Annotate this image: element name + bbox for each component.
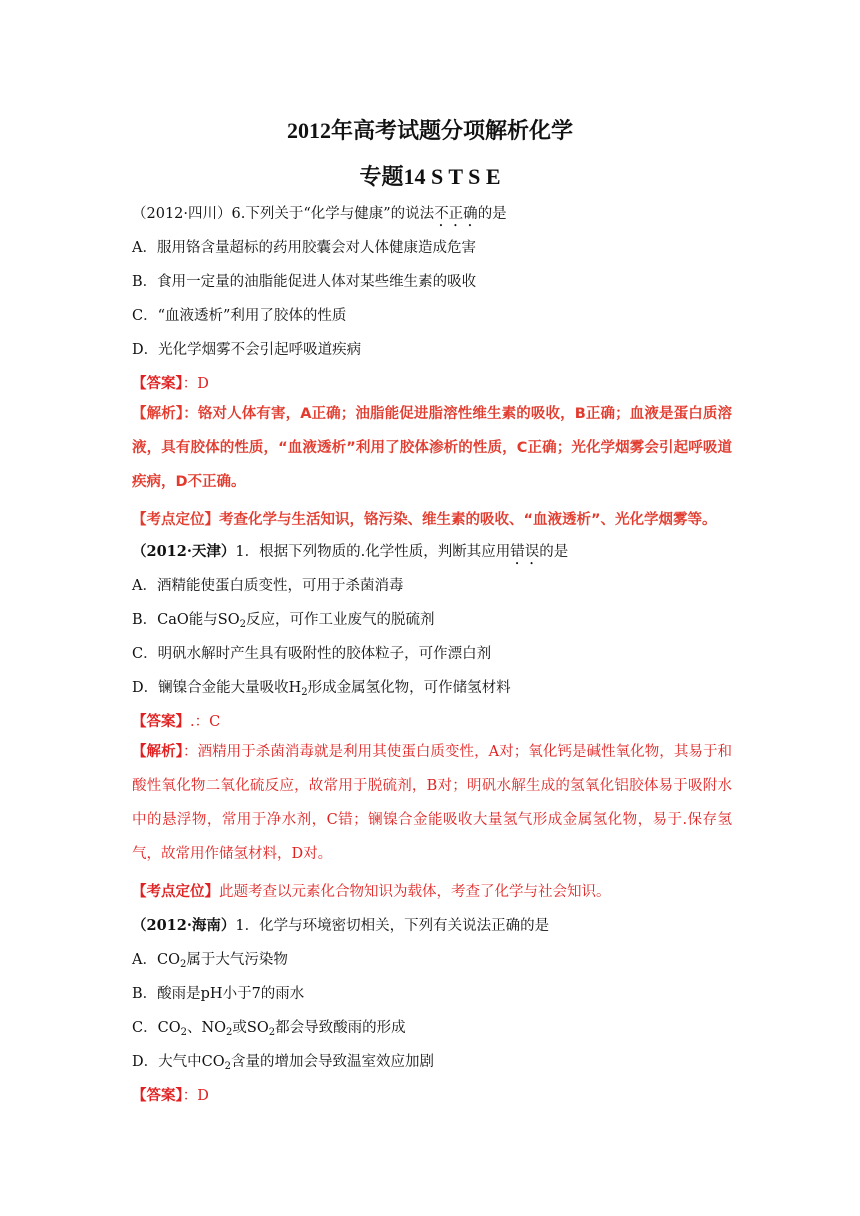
q2-source: （2012·天津）: [132, 543, 236, 560]
q3-option-b: B．酸雨是pH小于7的雨水: [132, 986, 305, 1002]
q2-option-c: C．明矾水解时产生具有吸附性的胶体粒子，可作漂白剂: [132, 646, 492, 662]
q3-option-d: D．大气中$CO_2$含量的增加会导致温室效应加剧: [132, 1054, 434, 1072]
q1-option-b: B．食用一定量的油脂能促进人体对某些维生素的吸收: [132, 274, 477, 290]
q2-answer-label: 【答案】: [132, 713, 190, 730]
q2-option-a: A．酒精能使蛋白质变性，可用于杀菌消毒: [132, 578, 404, 594]
q1-option-d: D．光化学烟雾不会引起呼吸道疾病: [132, 342, 362, 358]
q1-point: 【考点定位】考查化学与生活知识，铬污染、维生素的吸收、“血液透析”、光化学烟雾等。: [132, 512, 717, 528]
q3-stem: （2012·海南）1．化学与环境密切相关，下列有关说法正确的是: [132, 917, 550, 934]
q2-emphasis: 错误: [510, 544, 540, 560]
q2-option-d: D．镧镍合金能大量吸收$H_2$形成金属氢化物，可作储氢材料: [132, 680, 511, 698]
q1-answer-value: ：D: [182, 376, 209, 392]
q2-option-b: B．CaO能与$SO_2$反应，可作工业废气的脱硫剂: [132, 612, 435, 630]
q1-answer-label: 【答案】: [132, 375, 183, 392]
q3-answer-value: ：D: [182, 1088, 209, 1104]
q1-source: （2012·四川）: [132, 206, 232, 222]
q2-point: 【考点定位】此题考查以元素化合物知识为载体，考查了化学与社会知识。: [132, 883, 611, 900]
q3-answer-label: 【答案】: [132, 1087, 183, 1104]
q1-analysis: 【解析】：铬对人体有害，A正确；油脂能促进脂溶性维生素的吸收，B正确；血液是蛋白质溶液，具有胶体的性质，“血液透析”利用了胶体渗析的性质，C正确；光化学烟雾会引起呼吸道疾病，D不正确。: [132, 406, 732, 490]
document-title: 2012年高考试题分项解析化学: [286, 118, 573, 143]
q3-source: （2012·海南）: [132, 917, 236, 934]
q2-answer: [132, 710, 220, 731]
q2-analysis: 【解析】：酒精用于杀菌消毒就是利用其使蛋白质变性，A对；氧化钙是碱性氧化物，其易于和酸性氧化物二氧化硫反应，故常用于脱硫剂，B对；明矾水解生成的氢氧化铝胶体易于吸附水中的悬浮物，常用于净水剂，C错；镧镍合金能吸收大量氢气形成金属氢化物，易于.保存氢气，故常用作储氢材料，D对。: [132, 743, 733, 862]
q1-stem: （2012·四川）6.下列关于“化学与健康”的说法不正确的是: [132, 206, 507, 222]
q1-option-a: A．服用铬含量超标的药用胶囊会对人体健康造成危害: [132, 240, 476, 256]
q1-answer: [132, 372, 209, 393]
q2-answer-value: .：C: [190, 714, 221, 730]
q2-stem: （2012·天津）1．根据下列物质的.化学性质，判断其应用错误的是: [132, 543, 569, 560]
q3-answer: [132, 1084, 209, 1105]
q1-emphasis: 不正确: [434, 206, 478, 222]
q3-option-c: C．$CO_2$、$NO_2$或$SO_2$都会导致酸雨的形成: [132, 1020, 406, 1038]
q3-option-a: A．$CO_2$属于大气污染物: [132, 952, 288, 970]
document-subtitle: 专题14 S T S E: [359, 164, 501, 189]
q1-option-c: C．“血液透析”利用了胶体的性质: [132, 308, 347, 324]
